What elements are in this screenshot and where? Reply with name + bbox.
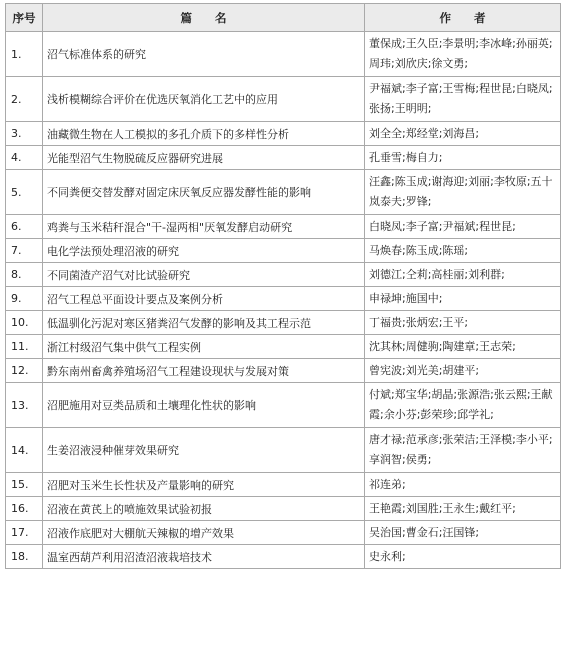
table-row (6, 32, 561, 77)
article-authors: 刘德江;仝莉;高桂丽;刘利群; (365, 263, 561, 287)
table-row (6, 215, 561, 239)
row-number: 11. (6, 335, 43, 359)
header-title: 篇 名 (43, 4, 365, 32)
table-header (6, 4, 561, 32)
row-number: 7. (6, 239, 43, 263)
row-number: 3. (6, 122, 43, 146)
article-authors: 唐才禄;范承彦;张荣洁;王泽模;李小平;享润智;侯勇; (365, 428, 561, 473)
row-number: 17. (6, 521, 43, 545)
header-number: 序号 (6, 4, 43, 32)
article-title-link[interactable]: 浙江村级沼气集中供气工程实例 (43, 335, 365, 359)
article-authors: 孔垂雪;梅自力; (365, 146, 561, 170)
article-authors: 史永利; (365, 545, 561, 569)
table-row (6, 263, 561, 287)
header-author: 作 者 (365, 4, 561, 32)
article-authors: 尹福斌;李子富;王雪梅;程世昆;白晓凤;张扬;王明明; (365, 77, 561, 122)
article-title-link[interactable]: 不同菌渣产沼气对比试验研究 (43, 263, 365, 287)
row-number: 6. (6, 215, 43, 239)
row-number: 18. (6, 545, 43, 569)
row-number: 9. (6, 287, 43, 311)
article-title-link[interactable]: 温室西葫芦利用沼渣沼液栽培技术 (43, 545, 365, 569)
article-title-link[interactable]: 沼气标准体系的研究 (43, 32, 365, 77)
row-number: 2. (6, 77, 43, 122)
table-row (6, 311, 561, 335)
row-number: 4. (6, 146, 43, 170)
table-row (6, 497, 561, 521)
table-row (6, 146, 561, 170)
table-row (6, 428, 561, 473)
article-title-link[interactable]: 沼肥施用对豆类品质和土壤理化性状的影响 (43, 383, 365, 428)
article-title-link[interactable]: 沼液作底肥对大棚航天辣椒的增产效果 (43, 521, 365, 545)
article-authors: 付斌;郑宝华;胡晶;张源浩;张云熙;王献霞;余小芬;彭荣珍;邱学礼; (365, 383, 561, 428)
table-row (6, 287, 561, 311)
table-row (6, 77, 561, 122)
article-authors: 马焕春;陈玉成;陈瑶; (365, 239, 561, 263)
row-number: 10. (6, 311, 43, 335)
table-row (6, 335, 561, 359)
table-row (6, 383, 561, 428)
article-authors: 祁连弟; (365, 473, 561, 497)
row-number: 14. (6, 428, 43, 473)
article-title-link[interactable]: 低温驯化污泥对寒区猪粪沼气发酵的影响及其工程示范 (43, 311, 365, 335)
article-title-link[interactable]: 电化学法预处理沼液的研究 (43, 239, 365, 263)
row-number: 13. (6, 383, 43, 428)
article-title-link[interactable]: 浅析模糊综合评价在优选厌氧消化工艺中的应用 (43, 77, 365, 122)
article-table (5, 3, 561, 569)
article-title-link[interactable]: 沼气工程总平面设计要点及案例分析 (43, 287, 365, 311)
row-number: 12. (6, 359, 43, 383)
row-number: 5. (6, 170, 43, 215)
row-number: 1. (6, 32, 43, 77)
table-row (6, 521, 561, 545)
article-list (5, 3, 560, 569)
article-authors: 沈其林;周健驹;陶建章;王志荣; (365, 335, 561, 359)
row-number: 16. (6, 497, 43, 521)
row-number: 15. (6, 473, 43, 497)
table-row (6, 170, 561, 215)
article-title-link[interactable]: 生姜沼液浸种催芽效果研究 (43, 428, 365, 473)
article-title-link[interactable]: 油藏微生物在人工模拟的多孔介质下的多样性分析 (43, 122, 365, 146)
article-authors: 丁福贵;张炳宏;王平; (365, 311, 561, 335)
row-number: 8. (6, 263, 43, 287)
table-row (6, 359, 561, 383)
article-title-link[interactable]: 沼肥对玉米生长性状及产量影响的研究 (43, 473, 365, 497)
table-row (6, 239, 561, 263)
article-authors: 刘全全;郑经堂;刘海昌; (365, 122, 561, 146)
article-authors: 申禄坤;施国中; (365, 287, 561, 311)
article-title-link[interactable]: 光能型沼气生物脱硫反应器研究进展 (43, 146, 365, 170)
article-authors: 王艳霞;刘国胜;王永生;戴红平; (365, 497, 561, 521)
article-authors: 汪鑫;陈玉成;谢海迎;刘丽;李牧原;五十岚泰夫;罗锋; (365, 170, 561, 215)
article-title-link[interactable]: 鸡粪与玉米秸秆混合"干-湿两相"厌氧发酵启动研究 (43, 215, 365, 239)
article-title-link[interactable]: 黔东南州畜禽养殖场沼气工程建设现状与发展对策 (43, 359, 365, 383)
article-title-link[interactable]: 不同粪便交替发酵对固定床厌氧反应器发酵性能的影响 (43, 170, 365, 215)
article-title-link[interactable]: 沼液在黄芪上的喷施效果试验初报 (43, 497, 365, 521)
article-authors: 董保成;王久臣;李景明;李冰峰;孙丽英;周玮;刘欣庆;徐文勇; (365, 32, 561, 77)
article-authors: 曾宪波;刘光美;胡建平; (365, 359, 561, 383)
article-authors: 白晓凤;李子富;尹福斌;程世昆; (365, 215, 561, 239)
table-row (6, 545, 561, 569)
article-authors: 吴治国;曹金石;汪国锋; (365, 521, 561, 545)
table-row (6, 122, 561, 146)
table-row (6, 473, 561, 497)
